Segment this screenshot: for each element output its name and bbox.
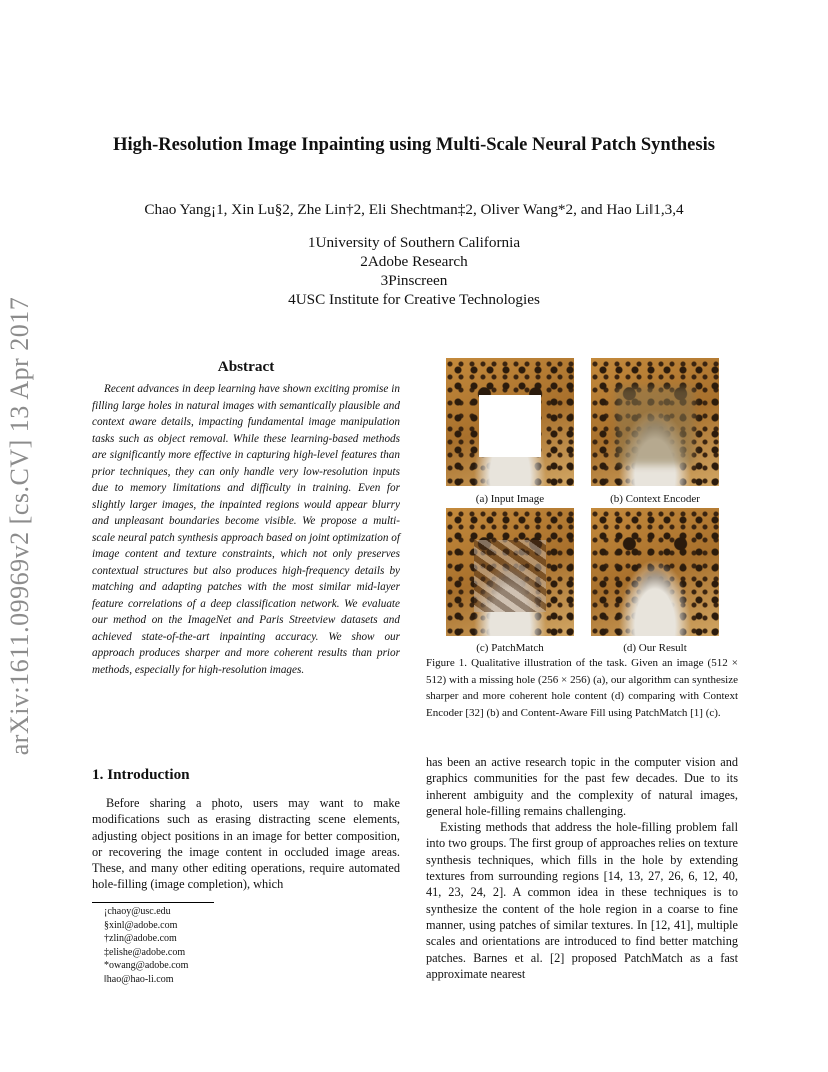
section-heading-introduction: 1. Introduction	[92, 766, 190, 783]
figure-caption-b: (b) Context Encoder	[610, 493, 700, 505]
paper-title: High-Resolution Image Inpainting using Multi-Scale Neural Patch Synthesis	[113, 135, 715, 155]
abstract-text: Recent advances in deep learning have shown exciting promise in filling large holes in natural images with semantically plausible and context aware details, impacting fundamental image manipulation tasks such as object removal. While these learning-based methods are significantly more effective in capturing high-level features than prior techniques, they can only handle very low-resolution inputs due to memory limitations and difficulty in training. Even for slightly larger images, the inpainted regions would appear blurry and unpleasant boundaries become visible. We propose a multi-scale neural patch synthesis approach based on joint optimization of image content and texture constraints, which not only preserves contextual structures but also produces high-frequency details by matching and adapting patches with the most similar mid-layer feature correlations of a deep classification network. We evaluate our method on the ImageNet and Paris Streetview datasets and achieved state-of-the-art inpainting accuracy. We show our approach produces sharper and more coherent results than prior methods, especially for high-resolution images.	[92, 383, 400, 676]
affiliation-1: 1University of Southern California	[307, 234, 521, 251]
footnotes	[104, 905, 188, 986]
intro-paragraph-right-1: has been an active research topic in the computer vision and graphics communities for the past few decades. Due to its inherent ambiguity and the complexity of natural images, general hole-filling remains challenging.	[426, 755, 738, 818]
figure-context-encoder-image	[591, 358, 719, 486]
affiliation-4: 4USC Institute for Creative Technologies	[288, 291, 540, 308]
affiliation-2: 2Adobe Research	[360, 253, 468, 270]
footnote-5: *owang@adobe.com	[104, 960, 189, 971]
footnote-divider	[92, 902, 214, 903]
author-list: Chao Yang¡1, Xin Lu§2, Zhe Lin†2, Eli Shechtman‡2, Oliver Wang*2, and Hao Li‖1,3,4	[144, 201, 684, 218]
footnote-2: §xinl@adobe.com	[104, 919, 178, 931]
intro-paragraph-left: Before sharing a photo, users may want to make modifications such as erasing distracting scene elements, adjusting object positions in an image for better composition, or recovering the image content in occluded image areas. These, and many other editing operations, require automated hole-filling (image completion), which	[92, 796, 400, 892]
abstract-heading: Abstract	[217, 358, 275, 375]
affiliation-3: 3Pinscreen	[380, 272, 448, 289]
arxiv-sidebar-stamp: arXiv:1611.09969v2 [cs.CV] 13 Apr 2017	[5, 296, 34, 756]
footnote-1: ¡chaoy@usc.edu	[104, 906, 171, 917]
footnote-4: ‡elishe@adobe.com	[104, 946, 186, 958]
figure-1-caption: Figure 1. Qualitative illustration of the task. Given an image (512 × 512) with a missing hole (256 × 256) (a), our algorithm can synthesize sharper and more coherent hole content (d) comparing with Context Encoder [32] (b) and Content-Aware Fill using PatchMatch [1] (c).	[426, 657, 738, 719]
figure-caption-c: (c) PatchMatch	[476, 642, 544, 654]
figure-caption-d: (d) Our Result	[623, 642, 687, 654]
figure-input-image	[446, 358, 574, 486]
figure-our-result-image	[591, 508, 719, 636]
intro-paragraph-right-2: Existing methods that address the hole-filling problem fall into two groups. The first group of approaches relies on texture synthesis techniques, which fills in the hole by extending textures from surrounding regions [14, 13, 27, 26, 6, 12, 40, 41, 23, 24, 2]. A common idea in these techniques is to synthesize the content of the hole region in a coarse to fine manner, using patches of similar textures. In [12, 41], multiple scales and orientations are introduced to find better matching patches. Barnes et al. [2] proposed PatchMatch as a fast approximate nearest	[426, 820, 738, 981]
footnote-3: †zlin@adobe.com	[104, 933, 177, 944]
intro-right-column	[426, 754, 738, 982]
figure-caption-a: (a) Input Image	[475, 493, 545, 505]
figure-patchmatch-image	[446, 508, 574, 636]
footnote-6: ‖hao@hao-li.com	[104, 973, 174, 985]
